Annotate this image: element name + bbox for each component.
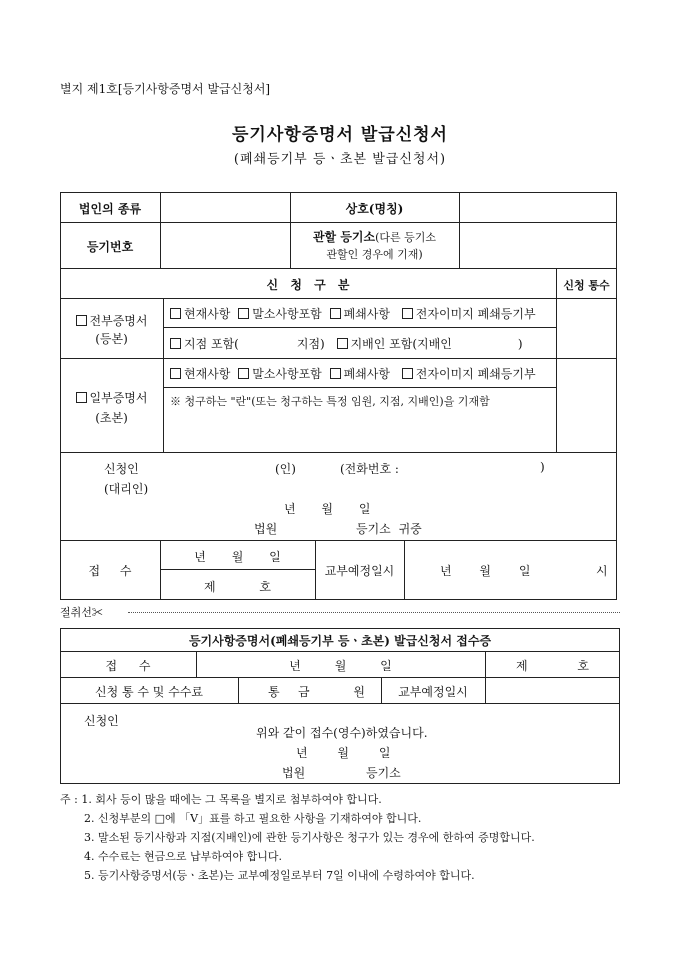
full-branch-label: 지점 포함( <box>184 337 239 351</box>
page-subtitle: (폐쇄등기부 등ㆍ초본 발급신청서) <box>233 152 447 167</box>
office-label-main: 관할 등기소 <box>312 230 376 244</box>
corp-type-field[interactable] <box>161 193 289 221</box>
slip-title: 등기사항증명서(폐쇄등기부 등ㆍ초본) 발급신청서 접수증 <box>188 634 492 648</box>
receipt-number: 제 호 <box>204 580 271 594</box>
slip-copies-fee-label: 신청 통 수 및 수수료 <box>95 685 203 699</box>
full-cert-options-row1 <box>170 305 536 322</box>
full-closed-label: 폐쇄사항 <box>343 307 390 321</box>
delivery-label: 교부예정일시 <box>324 564 395 578</box>
receipt-date: 년 월 일 <box>194 550 281 564</box>
office-label <box>290 229 459 263</box>
partial-cert-label-1: 일부증명서 <box>89 391 148 405</box>
copies-header: 신청 통수 <box>563 279 610 292</box>
full-cert-checkbox[interactable] <box>76 315 87 326</box>
slip-copies-unit: 통 <box>268 685 280 699</box>
full-cert-options-row2 <box>170 335 523 352</box>
partial-current-label: 현재사항 <box>184 367 231 381</box>
partial-closed-label: 폐쇄사항 <box>343 367 390 381</box>
full-closed-checkbox[interactable] <box>330 308 341 319</box>
office-label-paren: (다른 등기소 <box>375 231 437 244</box>
full-manager-end: ) <box>517 337 523 351</box>
slip-receipt-number: 제 호 <box>516 659 589 673</box>
slip-registry: 등기소 <box>366 766 401 780</box>
notes <box>60 790 535 885</box>
note-item: 5. 등기사항증명서(등ㆍ초본)는 교부예정일로부터 7일 이내에 수령하여야 합니다. <box>84 869 475 882</box>
partial-current-checkbox[interactable] <box>170 368 181 379</box>
trade-name-field[interactable] <box>460 193 616 221</box>
partial-cancelled-label: 말소사항포함 <box>252 367 322 381</box>
section-header: 신 청 구 분 <box>266 278 350 292</box>
slip-receipt-label: 접 수 <box>105 659 151 673</box>
partial-electronic-label: 전자이미지 폐쇄등기부 <box>415 367 536 381</box>
applicant-label: 신청인 <box>104 462 139 476</box>
slip-delivery-field[interactable] <box>486 678 619 702</box>
partial-detail-field[interactable] <box>164 410 555 451</box>
registry-to-label: 등기소 귀중 <box>356 522 422 536</box>
delivery-date: 년 월 일 <box>440 564 531 578</box>
partial-cert-option[interactable] <box>60 388 163 428</box>
full-cert-label-2: (등본) <box>95 332 128 346</box>
note-item: 주 : 1. 회사 등이 많을 때에는 그 목록을 별지로 첨부하여야 합니다. <box>60 793 382 806</box>
slip-court: 법원 <box>282 766 306 780</box>
partial-cancelled-checkbox[interactable] <box>238 368 249 379</box>
cut-label: 절취선✂ <box>60 606 103 619</box>
full-cancelled-checkbox[interactable] <box>238 308 249 319</box>
partial-note: ※ 청구하는 "란"(또는 청구하는 특정 임원, 지점, 지배인)을 기재함 <box>170 395 490 408</box>
full-current-checkbox[interactable] <box>170 308 181 319</box>
full-manager-label: 지배인 포함(지배인 <box>350 337 452 351</box>
trade-name-label: 상호(명칭) <box>345 202 404 216</box>
applicant-phone-end: ) <box>540 460 545 474</box>
full-current-label: 현재사항 <box>184 307 231 321</box>
court-label: 법원 <box>254 522 278 536</box>
slip-delivery-label: 교부예정일시 <box>398 685 468 699</box>
applicant-phone: (전화번호 : <box>340 462 399 476</box>
agent-label: (대리인) <box>104 482 149 496</box>
full-cancelled-label: 말소사항포함 <box>252 307 322 321</box>
delivery-hour: 시 <box>596 564 608 578</box>
partial-cert-label-2: (초본) <box>95 411 128 425</box>
partial-electronic-checkbox[interactable] <box>402 368 413 379</box>
slip-confirm: 위와 같이 접수(영수)하였습니다. <box>256 726 428 740</box>
full-cert-label-1: 전부증명서 <box>89 314 148 328</box>
applicant-seal: (인) <box>275 462 296 476</box>
partial-cert-checkbox[interactable] <box>76 392 87 403</box>
full-copies-field[interactable] <box>557 299 616 357</box>
slip-date: 년 월 일 <box>296 746 391 760</box>
phone-field[interactable] <box>420 456 535 474</box>
reg-number-field[interactable] <box>161 223 289 267</box>
slip-applicant: 신청인 <box>84 714 119 728</box>
slip-fee-unit: 금 원 <box>298 685 365 699</box>
office-label-line2: 관할인 경우에 기재) <box>326 248 423 261</box>
full-cert-option[interactable] <box>60 312 163 348</box>
note-item: 4. 수수료는 현금으로 납부하여야 합니다. <box>84 850 282 863</box>
corp-type-label: 법인의 종류 <box>78 202 142 216</box>
receipt-label: 접 수 <box>88 564 132 578</box>
slip-receipt-date: 년 월 일 <box>289 659 392 673</box>
partial-copies-field[interactable] <box>557 359 616 451</box>
office-field[interactable] <box>460 223 616 267</box>
page-title: 등기사항증명서 발급신청서 <box>232 125 448 145</box>
cut-line <box>60 604 620 620</box>
reg-number-label: 등기번호 <box>86 240 134 254</box>
form-number: 별지 제1호[등기사항증명서 발급신청서] <box>60 82 271 96</box>
note-item: 3. 말소된 등기사항과 지점(지배인)에 관한 등기사항은 청구가 있는 경우에 한하여 증명합니다. <box>84 831 535 844</box>
partial-cert-options-row1 <box>170 365 536 382</box>
full-branch-end: 지점) <box>296 337 325 351</box>
full-branch-checkbox[interactable] <box>170 338 181 349</box>
partial-closed-checkbox[interactable] <box>330 368 341 379</box>
note-item: 2. 신청부분의 □에 「V」표를 하고 필요한 사항을 기재하여야 합니다. <box>84 812 422 825</box>
full-electronic-label: 전자이미지 폐쇄등기부 <box>415 307 536 321</box>
full-manager-checkbox[interactable] <box>337 338 348 349</box>
cut-dotted-line <box>128 612 620 613</box>
application-date: 년 월 일 <box>284 502 371 516</box>
full-electronic-checkbox[interactable] <box>402 308 413 319</box>
